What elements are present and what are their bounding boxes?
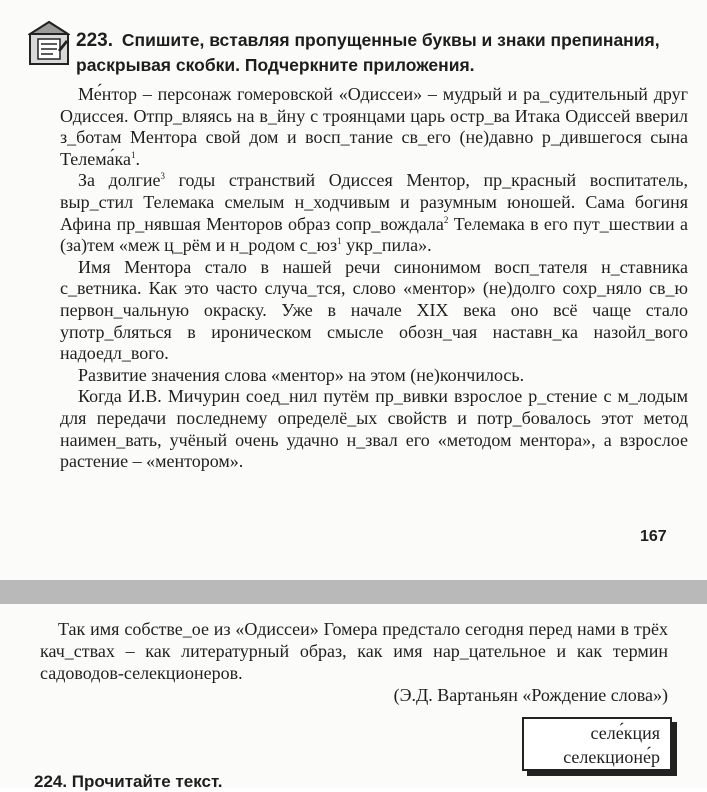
exercise-text — [60, 84, 688, 473]
paragraph-5: Когда И.В. Мичурин соед_нил путём пр_вивки взрослое р_стение с м_лодым для передачи последнему определё_ых свойств и потр_бовалось этот метод наимен_вать, учёный очень удачно н_звал его «методом ментора», а взрослое растение – «ментором». — [60, 386, 688, 472]
copy-task-icon — [28, 20, 70, 66]
page-gap — [0, 580, 707, 604]
paragraph-4: Развитие значения слова «ментор» на этом (не)кончилось. — [78, 364, 525, 385]
source-citation: (Э.Д. Вартаньян «Рождение слова») — [393, 685, 668, 705]
term-1: селе́кция — [590, 723, 660, 743]
term-2: селекционе́р — [563, 747, 660, 767]
terms-box — [522, 717, 672, 771]
paragraph-6: Так имя собстве_ое из «Одиссеи» Гомера предстало сегодня перед нами в трёх кач_ствах – как литературный образ, как имя нар_цательное и как термин садоводов-селекционеров. — [40, 619, 668, 683]
stress-footnote-mark: 1 — [131, 149, 136, 160]
paragraph-1: Ме́нтор – персонаж гомеровской «Одиссеи» – мудрый и ра_судительный друг Одиссея. Отпр_вляясь на в_йну с троянцами царь остр_ва Итака Одиссей вверил з_ботам Ментора свой дом и восп_тание св_его (не)давно р_дившегося сына $Телема́ка^1$. — [60, 84, 688, 169]
continuation-text — [40, 618, 668, 724]
page-number: 167 — [640, 528, 667, 545]
paragraph-3: Имя Ментора стало в нашей речи синонимом восп_тателя н_ставника с_ветника. Как это часто случа_тся, слово «ментор» (не)долго сохр_няло св_ю первон_чальную окраску. Уже в начале XIX века оно всё чаще стало употр_бляться в ироническом смысле обозн_чая наставн_ка назойл_вого надоедл_вого. — [60, 256, 688, 364]
exercise-number: 223. — [76, 30, 113, 51]
exercise-heading — [76, 28, 686, 77]
paragraph-2: За долгие$^3$ годы странствий Одиссея Ментор, пр_красный воспитатель, выр_стил Телемака смелым н_ходчивым и разумным юношей. Сама богиня Афина пр_нявшая Менторов образ сопр_вождала$^2$ Телемака в его пут_шествии а (за)тем «меж ц_рём и н_родом $с\_юз^1$ укр_пила». — [60, 170, 688, 256]
next-exercise-heading: 224. Прочитайте текст. — [34, 772, 223, 791]
exercise-instruction: Спишите, вставляя пропущенные буквы и знаки препинания, раскрывая скобки. Подчеркните приложения. — [76, 30, 660, 75]
